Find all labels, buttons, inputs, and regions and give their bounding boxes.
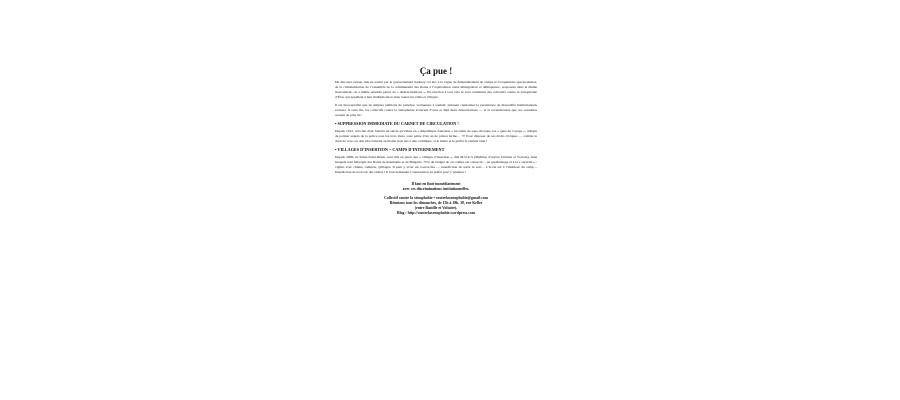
second-paragraph: Il est inacceptable que de simples pétitions de principe, vertueuses à souhait, puissent cautionner la persistance de dispositifs institutionnels racistes. À cette fin, les collectifs contre la xénophobie avancent d’ores et déjà deux dénonciations — et la revendication que ces scandales cessent au plus tôt : — [335, 103, 537, 117]
footer-line-4: Blog : http://contrelaxenophobie.wordpress.com — [397, 211, 475, 215]
conclusion-line-2: avec ces discriminations institutionnelles. — [402, 187, 470, 191]
villages-paragraph: Depuis 2006, en Seine-Saint-Denis, sont mis en place des « villages d’insertion », dits M.O.U.S (Maîtrise d’œuvre Urbaine et Sociale), dans lesquels sont hébergés des Roms de Roumanie et de Bulgarie. 75% du budget de ces camps est consacré… au gardiennage et à la « sécurité » : vigiles avec chiens, caméras, grillages. Il peut y avoir un couvre-feu — interdiction de sortir le soir… L’école est à l’intérieur du camp… Interdiction de recevoir des visites ! Il faut demander l’autorisation au préfet pour y pénétrer ! — [335, 155, 537, 174]
heading-carnet: • SUPPRESSION IMMEDIATE DU CARNET DE CIRCULATION ! — [335, 121, 459, 126]
intro-paragraph: Du discours raciste, mis en œuvre par le gouvernement Sarkozy cet été, à la vague de démantèlement de camps et d’expulsions spectaculaires, de la criminalisation de l’ensemble de la communauté des Roms à l’équivalence entre immigration et délinquance, proposées dans le même mouvement, on a même entendu parler de « déstructurations ». En réaction à tout cela se sont constitués des collectifs contre la xénophobie d’État, qui appellent à leur multiplication dans toutes les villes et villages. — [335, 80, 537, 99]
carnet-paragraph: Depuis 1912, cela fait donc bientôt un siècle qu’existe en « République française » un statut de sous-citoyens, les « gens du voyage », obligés de pointer auprès de la police tous les trois mois, sous peine d’un an de prison ferme… !!! Pour disposer de ses droits civiques — comme le droit de vote, on doit être rattaché au moins trois ans à une commune, si le maire et le préfet le veulent bien ! — [335, 129, 537, 143]
conclusion-line-1: Il faut en finir immédiatement — [411, 182, 461, 186]
footer-line-1: Collectif contre la xénophobie • contrelaxenophobie@gmail.com — [384, 196, 488, 200]
leaflet-page — [335, 66, 537, 216]
footer-line-3: (entre Bastille et Voltaire). — [414, 206, 458, 210]
footer-line-2: Réunions tous les dimanches, de 15h à 18h. 38, rue Keller — [389, 201, 483, 205]
document-title: Ça pue ! — [419, 66, 453, 76]
heading-villages: • VILLAGES D’INSERTION = CAMPS D’INTERNEMENT — [335, 147, 445, 152]
